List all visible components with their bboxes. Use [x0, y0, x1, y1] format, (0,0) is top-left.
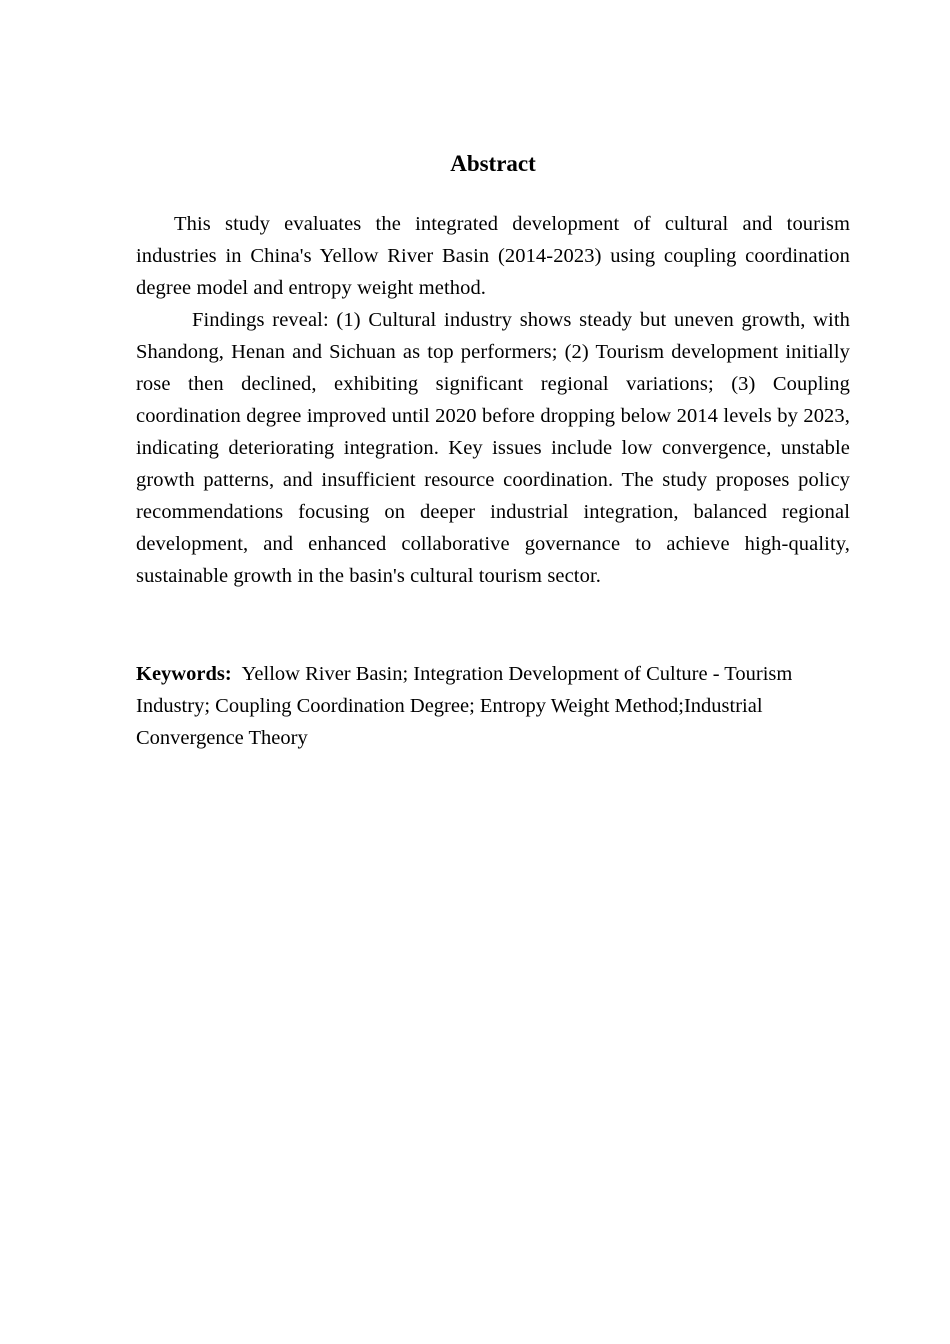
abstract-title: Abstract	[450, 151, 536, 176]
abstract-paragraph-2: Findings reveal: (1) Cultural industry shows steady but uneven growth, with Shandong, Henan and Sichuan as top performers; (2) Tourism development initially rose then declined, exhibiting significant regional variations; (3) Coupling coordination degree improved until 2020 before dropping below 2014 levels by 2023, indicating deteriorating integration. Key issues include low convergence, unstable growth patterns, and insufficient resource coordination. The study proposes policy recommendations focusing on deeper industrial integration, balanced regional development, and enhanced collaborative governance to achieve high-quality, sustainable growth in the basin's cultural tourism sector.	[136, 309, 850, 587]
abstract-paragraph-1: This study evaluates the integrated development of cultural and tourism industries in China's Yellow River Basin (2014-2023) using coupling coordination degree model and entropy weight method.	[136, 213, 850, 299]
keywords-text: Yellow River Basin; Integration Development of Culture - Tourism Industry; Coupling Coordination Degree; Entropy Weight Method;Industrial Convergence Theory	[136, 663, 793, 749]
keywords-label: Keywords:	[136, 663, 232, 685]
abstract-body	[136, 208, 850, 592]
keywords-section	[136, 658, 850, 754]
